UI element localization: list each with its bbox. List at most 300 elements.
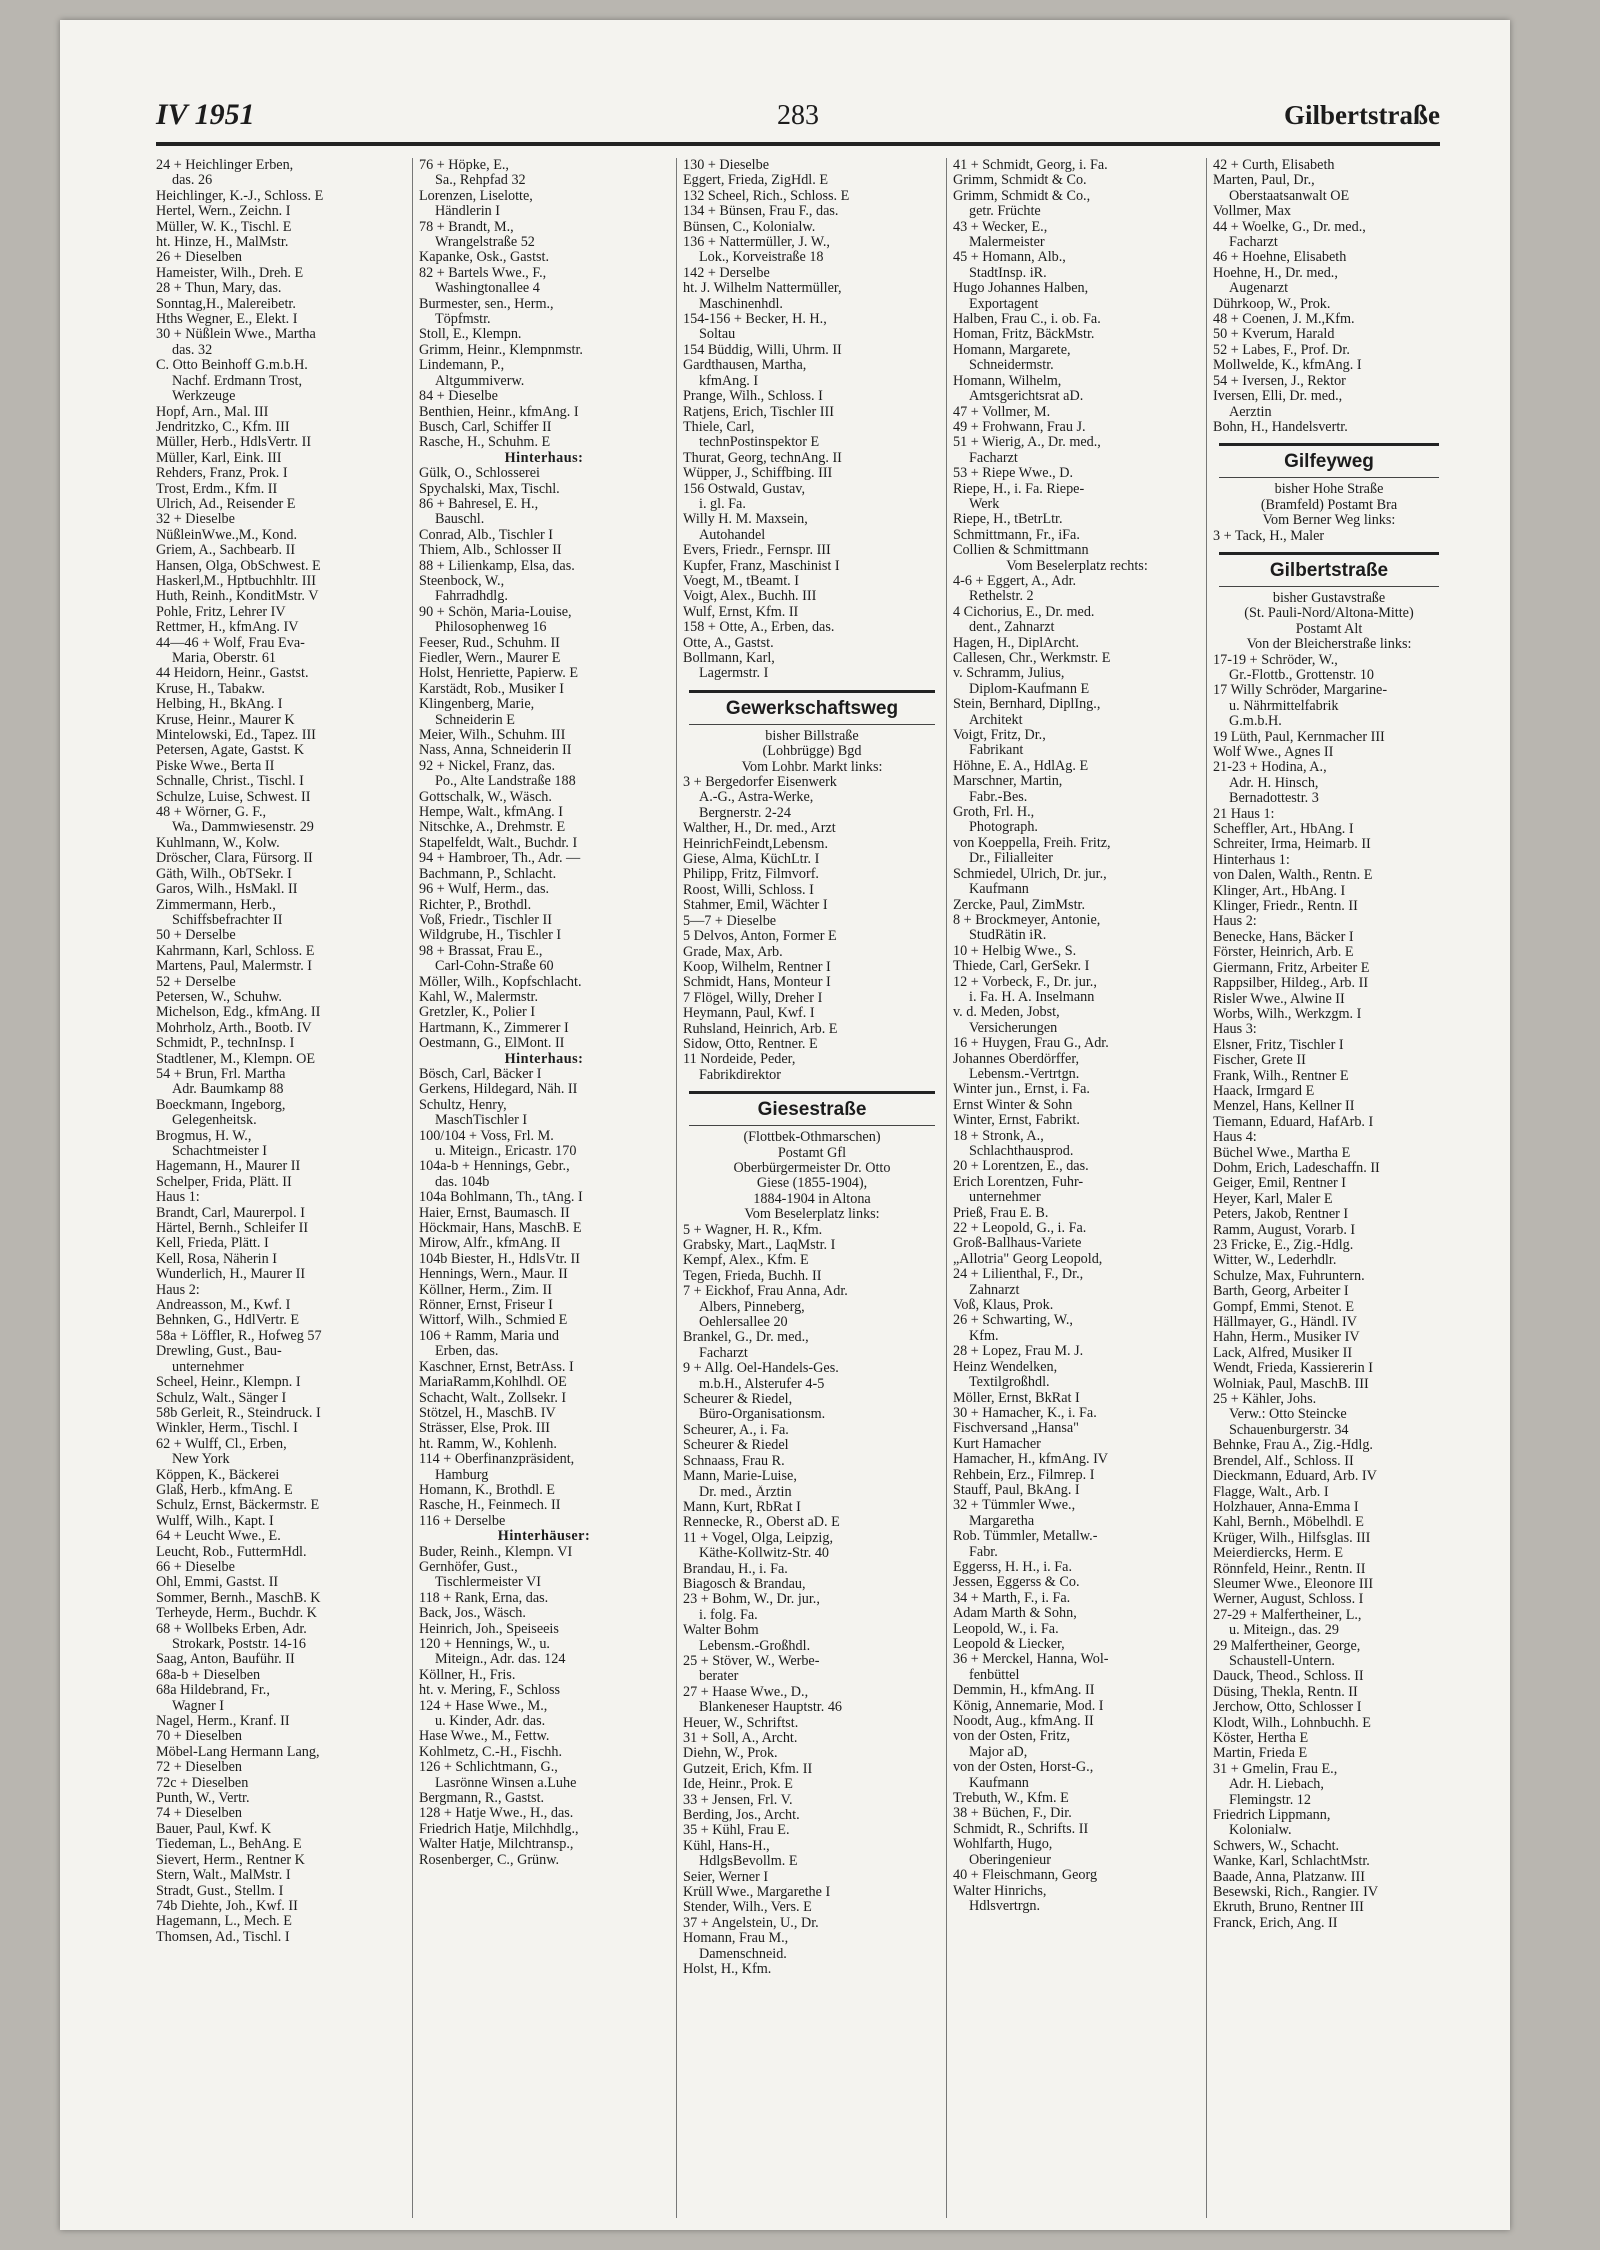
entry-continuation: Miteign., Adr. das. 124: [435, 1652, 566, 1668]
entry-line: Fischer, Grete II: [1213, 1053, 1306, 1069]
entry-line: Gäth, Wilh., ObTSekr. I: [156, 866, 292, 882]
entry-line: Schulze, Max, Fuhruntern.: [1213, 1268, 1365, 1284]
entry-continuation: Major aD,: [969, 1744, 1028, 1760]
entry-continuation: fenbüttel: [969, 1667, 1020, 1683]
entry-line: Lorenzen, Liselotte,: [419, 188, 533, 204]
house-number-entry: 7 + Eickhof, Frau Anna, Adr.: [683, 1284, 848, 1300]
entry-line: Pohle, Fritz, Lehrer IV: [156, 604, 286, 620]
entry-line: Iversen, Elli, Dr. med.,: [1213, 389, 1343, 405]
entry-line: Tegen, Frieda, Buchh. II: [683, 1268, 822, 1284]
entry-line: Hahn, Herm., Musiker IV: [1213, 1330, 1360, 1346]
house-number-entry: 142 + Derselbe: [683, 265, 770, 281]
house-number-entry: 35 + Kühl, Frau E.: [683, 1823, 790, 1839]
entry-continuation: Fabr.: [969, 1544, 998, 1560]
house-number-entry: 68a-b + Dieselben: [156, 1667, 261, 1683]
house-number-entry: 30 + Nüßlein Wwe., Martha: [156, 327, 316, 343]
house-number-entry: 74 + Dieselben: [156, 1806, 243, 1822]
entry-line: Ratjens, Erich, Tischler III: [683, 404, 834, 420]
entry-line: Thiede, Carl, GerSekr. I: [953, 959, 1090, 975]
entry-line: Nagel, Herm., Kranf. II: [156, 1714, 290, 1730]
entry-continuation: Lok., Korveistraße 18: [699, 250, 824, 266]
house-number-entry: 42 + Curth, Elisabeth: [1213, 158, 1335, 173]
street-note: Postamt Alt: [1295, 621, 1363, 637]
entry-line: Giese, Alma, KüchLtr. I: [683, 852, 820, 868]
entry-line: Kell, Rosa, Näherin I: [156, 1251, 277, 1267]
entry-line: Scheffler, Art., HbAng. I: [1213, 822, 1354, 838]
entry-line: von Koeppella, Freih. Fritz,: [953, 835, 1111, 851]
entry-line: Walther, H., Dr. med., Arzt: [683, 821, 836, 837]
entry-line: Dröscher, Clara, Fürsorg. II: [156, 851, 313, 867]
house-number-entry: 33 + Jensen, Frl. V.: [683, 1792, 793, 1808]
entry-line: Berding, Jos., Archt.: [683, 1808, 800, 1824]
section-subheading: Hinterhaus:: [504, 450, 584, 466]
house-number-entry: 72 + Dieselben: [156, 1760, 243, 1776]
street-note: Oberbürgermeister Dr. Otto: [733, 1160, 891, 1176]
entry-continuation: technPostinspektor E: [699, 435, 820, 451]
entry-line: ht. Ramm, W., Kohlenh.: [419, 1436, 557, 1452]
entry-continuation: Margaretha: [969, 1513, 1035, 1529]
entry-line: Winter, Ernst, Fabrikt.: [953, 1113, 1080, 1129]
entry-line: Gottschalk, W., Wäsch.: [419, 789, 552, 805]
house-number-entry: 21-23 + Hodina, A.,: [1213, 760, 1327, 776]
house-number-entry: 48 + Coenen, J. M.,Kfm.: [1213, 312, 1355, 328]
house-number-entry: 92 + Nickel, Franz, das.: [419, 758, 556, 774]
entry-line: Heichlinger, K.-J., Schloss. E: [156, 188, 324, 204]
entry-line: Haskerl,M., Hptbuchhltr. III: [156, 573, 316, 589]
entry-line: Friedrich Hatje, Milchhdlg.,: [419, 1821, 579, 1837]
house-number-entry: 4 Cichorius, E., Dr. med.: [953, 604, 1095, 620]
entry-continuation: Gelegenheitsk.: [172, 1113, 257, 1129]
entry-continuation: u. Nährmittelfabrik: [1229, 698, 1339, 714]
entry-line: Stadtlener, M., Klempn. OE: [156, 1051, 316, 1067]
entry-line: Homann, Margarete,: [953, 342, 1071, 358]
entry-line: Stötzel, H., MaschB. IV: [419, 1405, 556, 1421]
entry-line: Köllner, Herm., Zim. II: [419, 1282, 552, 1298]
entry-line: Hempe, Walt., kfmAng. I: [419, 805, 563, 821]
entry-line: Martin, Frieda E: [1213, 1746, 1308, 1762]
entry-line: Höhne, E. A., HdlAg. E: [953, 758, 1089, 774]
house-number-entry: 124 + Hase Wwe., M.,: [419, 1698, 548, 1714]
entry-continuation: Washingtonallee 4: [435, 281, 540, 297]
entry-line: Haus 3:: [1213, 1022, 1257, 1038]
entry-line: Schacht, Walt., Zollsekr. I: [419, 1390, 567, 1406]
entry-line: Zimmermann, Herb.,: [156, 897, 276, 913]
entry-line: Hansen, Olga, ObSchwest. E: [156, 558, 321, 574]
entry-continuation: MaschTischler I: [435, 1113, 528, 1129]
house-number-entry: 26 + Dieselben: [156, 250, 243, 266]
entry-continuation: Gr.-Flottb., Grottenstr. 10: [1229, 667, 1375, 683]
entry-line: Riepe, H., i. Fa. Riepe-: [953, 481, 1085, 497]
entry-line: Jessen, Eggerss & Co.: [953, 1575, 1080, 1591]
entry-line: Collien & Schmittmann: [953, 543, 1089, 559]
entry-line: Schulze, Luise, Schwest. II: [156, 789, 311, 805]
entry-line: Gardthausen, Martha,: [683, 358, 807, 374]
street-note: Vom Beselerplatz links:: [744, 1207, 880, 1223]
entry-continuation: Fabr.-Bes.: [969, 789, 1028, 805]
entry-line: NüßleinWwe.,M., Kond.: [156, 527, 298, 543]
entry-line: Haus 1:: [156, 1190, 200, 1206]
entry-line: Haus 2:: [156, 1282, 200, 1298]
entry-line: Tiemann, Eduard, HafArb. I: [1213, 1114, 1374, 1130]
entry-line: Grade, Max, Arb.: [683, 944, 783, 960]
entry-line: Thurat, Georg, technAng. II: [683, 450, 842, 466]
house-number-entry: 58a + Löffler, R., Hofweg 57: [156, 1328, 322, 1344]
house-number-entry: 38 + Büchen, F., Dir.: [953, 1806, 1072, 1822]
entry-line: Eggert, Frieda, ZigHdl. E: [683, 173, 828, 189]
entry-continuation: Schlachthausprod.: [969, 1144, 1074, 1159]
entry-continuation: Maria, Oberstr. 61: [172, 651, 277, 666]
entry-line: Giermann, Fritz, Arbeiter E: [1213, 960, 1370, 976]
entry-continuation: Wa., Dammwiesenstr. 29: [172, 820, 314, 836]
house-number-entry: 72c + Dieselben: [156, 1775, 249, 1791]
entry-continuation: Damenschneid.: [699, 1946, 787, 1962]
entry-line: Haack, Irmgard E: [1213, 1083, 1315, 1099]
entry-line: „Allotria" Georg Leopold,: [953, 1251, 1103, 1267]
entry-line: Prange, Wilh., Schloss. I: [683, 389, 823, 405]
entry-line: Möller, Ernst, BkRat I: [953, 1390, 1080, 1406]
entry-line: Ramm, August, Vorarb. I: [1213, 1222, 1356, 1238]
house-number-entry: 44 + Woelke, G., Dr. med.,: [1213, 219, 1366, 235]
entry-line: Sleumer Wwe., Eleonore III: [1213, 1576, 1374, 1592]
entry-continuation: Augenarzt: [1229, 281, 1289, 297]
entry-line: HeinrichFeindt,Lebensm.: [683, 836, 828, 852]
house-number-entry: 28 + Lopez, Frau M. J.: [953, 1344, 1084, 1360]
street-note: Vom Berner Weg links:: [1262, 513, 1396, 529]
entry-line: Wendt, Frieda, Kassiererin I: [1213, 1361, 1373, 1377]
entry-continuation: unternehmer: [969, 1190, 1041, 1206]
entry-continuation: Wrangelstraße 52: [435, 235, 535, 251]
entry-line: Haus 4:: [1213, 1130, 1257, 1146]
entry-line: Kahl, Bernh., Möbelhdl. E: [1213, 1515, 1364, 1531]
entry-line: Schnalle, Christ., Tischl. I: [156, 774, 304, 790]
column-2: [412, 158, 669, 2218]
entry-line: von der Osten, Fritz,: [953, 1729, 1071, 1745]
entry-line: Mann, Kurt, RbRat I: [683, 1499, 801, 1515]
house-number-entry: 18 + Stronk, A.,: [953, 1128, 1044, 1144]
entry-line: Bünsen, C., Kolonialw.: [683, 219, 816, 235]
entry-line: Höckmair, Hans, MaschB. E: [419, 1221, 582, 1237]
entry-line: Busch, Carl, Schiffer II: [419, 419, 552, 435]
entry-line: ht. v. Mering, F., Schloss: [419, 1683, 561, 1699]
entry-line: Rappsilber, Hildeg., Arb. II: [1213, 976, 1369, 992]
entry-continuation: Fabrikant: [969, 743, 1024, 759]
entry-line: Rosenberger, C., Grünw.: [419, 1852, 560, 1868]
entry-continuation: Adr. H. Hinsch,: [1229, 775, 1319, 791]
entry-line: Drewling, Gust., Bau-: [156, 1344, 282, 1360]
entry-line: Kupfer, Franz, Maschinist I: [683, 558, 840, 574]
street-note: Vom Beselerplatz rechts:: [1006, 558, 1148, 574]
house-number-entry: 32 + Dieselbe: [156, 512, 235, 528]
entry-line: Wanke, Karl, SchlachtMstr.: [1213, 1854, 1370, 1870]
entry-line: Bachmann, P., Schlacht.: [419, 866, 557, 882]
entry-line: Hameister, Wilh., Dreh. E: [156, 265, 304, 281]
entry-line: Düsing, Thekla, Rentn. II: [1213, 1684, 1358, 1700]
entry-line: Spychalski, Max, Tischl.: [419, 481, 560, 497]
entry-line: Hths Wegner, E., Elekt. I: [156, 312, 298, 328]
house-number-entry: 1884-1904 in Altona: [753, 1191, 871, 1207]
entry-line: Homann, K., Brothdl. E: [419, 1482, 555, 1498]
entry-line: Ekruth, Bruno, Rentner III: [1213, 1900, 1364, 1916]
entry-line: Rob. Tümmler, Metallw.-: [953, 1529, 1098, 1545]
entry-line: Rennecke, R., Oberst aD. E: [683, 1515, 840, 1531]
entry-line: v. Schramm, Julius,: [953, 666, 1065, 682]
entry-line: Piske Wwe., Berta II: [156, 758, 275, 774]
entry-line: Holst, Henriette, Papierw. E: [419, 666, 579, 682]
entry-line: Dauck, Theod., Schloss. II: [1213, 1669, 1364, 1685]
entry-line: Hopf, Arn., Mal. III: [156, 404, 269, 420]
entry-line: Elsner, Fritz, Tischler I: [1213, 1037, 1344, 1053]
house-number-entry: 4-6 + Eggert, A., Adr.: [953, 573, 1077, 589]
house-number-entry: 104a-b + Hennings, Gebr.,: [419, 1159, 570, 1175]
house-number-entry: 104b Biester, H., HdlsVtr. II: [419, 1251, 580, 1267]
entry-line: Hennings, Wern., Maur. II: [419, 1267, 568, 1283]
entry-line: Callesen, Chr., Werkmstr. E: [953, 651, 1111, 666]
house-number-entry: 96 + Wulf, Herm., das.: [419, 882, 550, 898]
entry-continuation: i. Fa. H. A. Inselmann: [969, 989, 1095, 1005]
entry-continuation: Wagner I: [172, 1698, 225, 1714]
house-number-entry: 134 + Bünsen, Frau F., das.: [683, 204, 839, 220]
entry-line: Hartmann, K., Zimmerer I: [419, 1020, 569, 1036]
house-number-entry: 74b Diehte, Joh., Kwf. II: [156, 1898, 298, 1914]
entry-continuation: Facharzt: [1229, 235, 1278, 251]
entry-line: Klingenberg, Marie,: [419, 697, 535, 713]
entry-line: Stahmer, Emil, Wächter I: [683, 898, 828, 914]
entry-continuation: Adr. Baumkamp 88: [172, 1082, 284, 1098]
entry-continuation: Schiffsbefrachter II: [172, 912, 283, 928]
entry-line: Schmidt, R., Schrifts. II: [953, 1821, 1089, 1837]
entry-continuation: Schaustell-Untern.: [1229, 1653, 1335, 1669]
entry-line: Back, Jos., Wäsch.: [419, 1606, 526, 1622]
entry-continuation: Töpfmstr.: [435, 312, 491, 328]
entry-line: ht. J. Wilhelm Nattermüller,: [683, 281, 842, 297]
house-number-entry: 27 + Haase Wwe., D.,: [683, 1684, 809, 1700]
entry-line: v. d. Meden, Jobst,: [953, 1005, 1060, 1021]
house-number-entry: 37 + Angelstein, U., Dr.: [683, 1915, 819, 1931]
house-number-entry: 54 + Iversen, J., Rektor: [1213, 373, 1346, 389]
house-number-entry: 22 + Leopold, G., i. Fa.: [953, 1221, 1087, 1237]
entry-line: Groß-Ballhaus-Variete: [953, 1236, 1082, 1252]
house-number-entry: 28 + Thun, Mary, das.: [156, 281, 282, 297]
entry-line: Kohlmetz, C.-H., Fischh.: [419, 1744, 563, 1760]
entry-line: Kurt Hamacher: [953, 1436, 1041, 1452]
entry-continuation: Dr. med., Ärztin: [699, 1484, 792, 1500]
entry-line: Gerkens, Hildegard, Näh. II: [419, 1082, 578, 1098]
house-number-entry: 43 + Wecker, E.,: [953, 219, 1048, 235]
entry-continuation: Facharzt: [969, 450, 1018, 466]
house-number-entry: 52 + Labes, F., Prof. Dr.: [1213, 342, 1350, 358]
entry-line: Kell, Frieda, Plätt. I: [156, 1236, 269, 1252]
entry-line: Walter Hinrichs,: [953, 1883, 1047, 1899]
entry-line: Wildgrube, H., Tischler I: [419, 928, 562, 944]
house-number-entry: 136 + Nattermüller, J. W.,: [683, 235, 830, 251]
street-heading: Gilfeyweg: [1219, 443, 1439, 478]
entry-line: Evers, Friedr., Fernspr. III: [683, 543, 831, 559]
entry-line: Jerchow, Otto, Schlosser I: [1213, 1700, 1362, 1716]
entry-line: Hoehne, H., Dr. med.,: [1213, 265, 1338, 281]
house-number-entry: 11 + Vogel, Olga, Leipzig,: [683, 1530, 833, 1546]
entry-line: Fiedler, Wern., Maurer E: [419, 651, 561, 666]
entry-line: Frank, Wilh., Rentner E: [1213, 1068, 1349, 1084]
entry-continuation: Bernadottestr. 3: [1229, 791, 1319, 807]
entry-continuation: dent., Zahnarzt: [969, 620, 1055, 636]
house-number-entry: 47 + Vollmer, M.: [953, 404, 1051, 420]
house-number-entry: 98 + Brassat, Frau E.,: [419, 943, 543, 959]
house-number-entry: 24 + Lilienthal, F., Dr.,: [953, 1267, 1084, 1283]
entry-line: Barth, Georg, Arbeiter I: [1213, 1284, 1349, 1300]
house-number-entry: 10 + Helbig Wwe., S.: [953, 943, 1077, 959]
entry-line: Walter Bohm: [683, 1623, 759, 1639]
entry-line: Gretzler, K., Polier I: [419, 1005, 536, 1021]
house-number-entry: 84 + Dieselbe: [419, 389, 498, 405]
entry-line: Hagen, H., DiplArcht.: [953, 635, 1080, 651]
entry-line: Benthien, Heinr., kfmAng. I: [419, 404, 579, 420]
entry-continuation: u. Miteign., das. 29: [1229, 1623, 1339, 1639]
entry-line: Ulrich, Ad., Reisender E: [156, 496, 296, 512]
entry-line: Sonntag,H., Malereibetr.: [156, 296, 296, 312]
entry-continuation: HdlgsBevollm. E: [699, 1854, 798, 1870]
entry-line: Besewski, Rich., Rangier. IV: [1213, 1885, 1379, 1901]
entry-continuation: Sa., Rehpfad 32: [435, 173, 526, 189]
house-number-entry: 49 + Frohwann, Frau J.: [953, 419, 1086, 435]
entry-line: Burmester, sen., Herm.,: [419, 296, 554, 312]
entry-line: Kahl, W., Malermstr.: [419, 989, 539, 1005]
entry-line: Scheel, Heinr., Klempn. I: [156, 1375, 301, 1391]
entry-line: Boeckmann, Ingeborg,: [156, 1097, 286, 1113]
entry-continuation: StudRätin iR.: [969, 928, 1047, 944]
entry-line: Homann, Frau M.,: [683, 1931, 789, 1947]
entry-line: Mann, Marie-Luise,: [683, 1469, 797, 1485]
entry-line: Peters, Jakob, Rentner I: [1213, 1207, 1349, 1223]
entry-line: C. Otto Beinhoff G.m.b.H.: [156, 358, 308, 374]
entry-line: Grimm, Schmidt & Co.,: [953, 188, 1091, 204]
entry-line: Gernhöfer, Gust.,: [419, 1559, 518, 1575]
entry-line: Schmidt, P., technInsp. I: [156, 1036, 295, 1052]
entry-line: Klinger, Art., HbAng. I: [1213, 883, 1346, 899]
entry-line: Mintelowski, Ed., Tapez. III: [156, 728, 316, 744]
entry-continuation: Lebensm.-Vertrtgn.: [969, 1066, 1080, 1082]
entry-continuation: Nachf. Erdmann Trost,: [172, 373, 303, 389]
entry-line: Stein, Bernhard, DiplIng.,: [953, 697, 1101, 713]
entry-line: Flagge, Walt., Arb. I: [1213, 1484, 1329, 1500]
entry-line: Krüger, Wilh., Hilfsglas. III: [1213, 1530, 1371, 1546]
house-number-entry: 58b Gerleit, R., Steindruck. I: [156, 1405, 321, 1421]
entry-continuation: Diplom-Kaufmann E: [969, 681, 1090, 697]
entry-line: Rasche, H., Feinmech. II: [419, 1498, 561, 1514]
entry-continuation: Rethelstr. 2: [969, 589, 1034, 605]
entry-continuation: unternehmer: [172, 1359, 244, 1375]
street-note: Giese (1855-1904),: [756, 1176, 868, 1192]
entry-line: Johannes Oberdörffer,: [953, 1051, 1080, 1067]
entry-line: Müller, Karl, Eink. III: [156, 450, 282, 466]
entry-continuation: Dr., Filialleiter: [969, 851, 1053, 867]
entry-line: Biagosch & Brandau,: [683, 1576, 806, 1592]
entry-continuation: i. folg. Fa.: [699, 1607, 758, 1623]
entry-continuation: Verw.: Otto Steincke: [1229, 1407, 1347, 1423]
entry-line: Schreiter, Irma, Heimarb. II: [1213, 837, 1371, 853]
entry-line: Erich Lorentzen, Fuhr-: [953, 1174, 1084, 1190]
house-number-entry: 68a Hildebrand, Fr.,: [156, 1683, 270, 1699]
entry-line: Strässer, Else, Prok. III: [419, 1421, 551, 1437]
house-number-entry: 40 + Fleischmann, Georg: [953, 1868, 1098, 1884]
entry-line: Bauer, Paul, Kwf. K: [156, 1821, 272, 1837]
entry-line: Benecke, Hans, Bäcker I: [1213, 929, 1354, 945]
entry-line: Scheurer & Riedel,: [683, 1392, 793, 1408]
house-number-entry: 31 + Soll, A., Archt.: [683, 1731, 798, 1746]
entry-line: Wolniak, Paul, MaschB. III: [1213, 1376, 1369, 1392]
entry-line: Dieckmann, Eduard, Arb. IV: [1213, 1469, 1377, 1485]
entry-line: Wulf, Ernst, Kfm. II: [683, 604, 799, 620]
entry-line: Schulz, Walt., Sänger I: [156, 1390, 287, 1406]
entry-line: Mirow, Alfr., kfmAng. II: [419, 1236, 561, 1252]
entry-line: Kapanke, Osk., Gastst.: [419, 250, 550, 266]
entry-line: Voigt, Alex., Buchh. III: [683, 589, 817, 605]
entry-line: Sidow, Otto, Rentner. E: [683, 1036, 818, 1052]
entry-continuation: Adr. H. Liebach,: [1229, 1777, 1324, 1793]
entry-line: Grimm, Schmidt & Co.: [953, 173, 1087, 189]
house-number-entry: 19 Lüth, Paul, Kernmacher III: [1213, 729, 1385, 745]
entry-continuation: das. 32: [172, 342, 213, 358]
entry-line: Holst, H., Kfm.: [683, 1962, 772, 1978]
house-number-entry: 26 + Schwarting, W.,: [953, 1313, 1073, 1329]
entry-line: Werner, August, Schloss. I: [1213, 1592, 1364, 1608]
house-number-entry: 29 Malfertheiner, George,: [1213, 1638, 1361, 1654]
entry-continuation: G.m.b.H.: [1229, 714, 1282, 730]
entry-line: Wohlfarth, Hugo,: [953, 1837, 1053, 1853]
entry-line: Nitschke, A., Drehmstr. E: [419, 820, 566, 836]
house-number-entry: 17 Willy Schröder, Margarine-: [1213, 683, 1388, 699]
entry-line: Fischversand „Hansa": [953, 1421, 1079, 1437]
entry-continuation: das. 26: [172, 173, 213, 189]
entry-continuation: Amtsgerichtsrat aD.: [969, 389, 1084, 405]
entry-continuation: Erben, das.: [435, 1344, 499, 1360]
house-number-entry: 48 + Wörner, G. F.,: [156, 805, 267, 821]
entry-line: Sommer, Bernh., MaschB. K: [156, 1590, 321, 1606]
entry-line: Bergmann, R., Gastst.: [419, 1791, 545, 1807]
entry-continuation: Händlerin I: [435, 204, 501, 220]
entry-continuation: Flemingstr. 12: [1229, 1792, 1311, 1808]
entry-continuation: Büro-Organisationsm.: [699, 1407, 826, 1423]
house-number-entry: 88 + Lilienkamp, Elsa, das.: [419, 558, 575, 574]
entry-continuation: Po., Alte Landstraße 188: [435, 774, 576, 790]
entry-line: Kaschner, Ernst, BetrAss. I: [419, 1359, 574, 1375]
entry-line: Koop, Wilhelm, Rentner I: [683, 959, 831, 975]
street-heading: Gilbertstraße: [1219, 552, 1439, 587]
house-number-entry: 104a Bohlmann, Th., tAng. I: [419, 1190, 583, 1206]
street-note: bisher Billstraße: [765, 728, 859, 744]
street-note: (Flottbek-Othmarschen): [743, 1130, 881, 1146]
entry-line: Zercke, Paul, ZimMstr.: [953, 897, 1085, 913]
entry-line: Nass, Anna, Schneiderin II: [419, 743, 572, 759]
entry-continuation: Maschinenhdl.: [699, 296, 783, 312]
entry-line: Philipp, Fritz, Filmvorf.: [683, 867, 819, 883]
house-number-entry: 8 + Brockmeyer, Antonie,: [953, 912, 1101, 928]
entry-line: Scheurer, A., i. Fa.: [683, 1422, 789, 1438]
entry-continuation: Lagermstr. I: [699, 666, 769, 682]
entry-continuation: StadtInsp. iR.: [969, 265, 1047, 281]
entry-line: Schmiedel, Ulrich, Dr. jur.,: [953, 866, 1107, 882]
entry-line: Richter, P., Brothdl.: [419, 897, 532, 913]
house-number-entry: 41 + Schmidt, Georg, i. Fa.: [953, 158, 1108, 173]
entry-line: Voegt, M., tBeamt. I: [683, 573, 799, 589]
entry-line: Scheurer & Riedel: [683, 1438, 789, 1454]
house-number-entry: 46 + Hoehne, Elisabeth: [1213, 250, 1347, 266]
entry-line: Roost, Willi, Schloss. I: [683, 882, 814, 898]
entry-continuation: Carl-Cohn-Straße 60: [435, 959, 554, 975]
entry-line: Karstädt, Rob., Musiker I: [419, 681, 565, 697]
entry-line: Förster, Heinrich, Arb. E: [1213, 945, 1354, 961]
house-number-entry: 62 + Wulff, Cl., Erben,: [156, 1436, 287, 1452]
entry-line: Hase Wwe., M., Fettw.: [419, 1729, 550, 1745]
